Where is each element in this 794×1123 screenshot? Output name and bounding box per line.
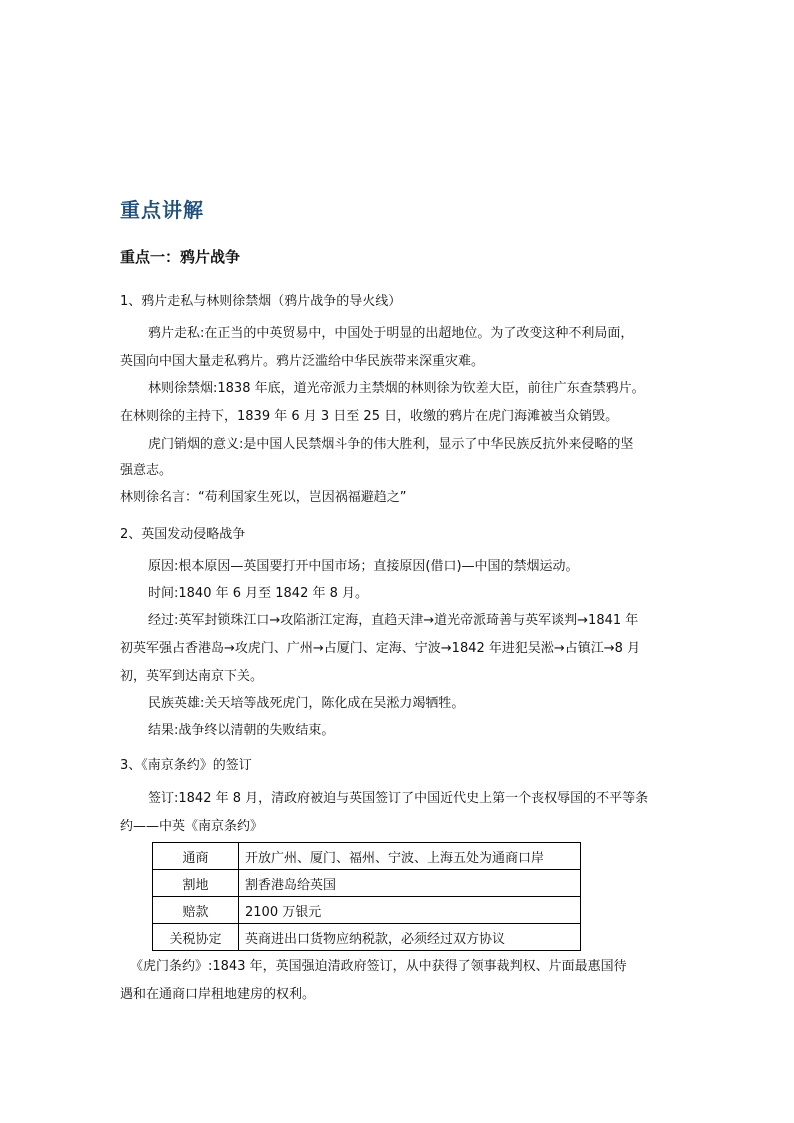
table-row	[153, 870, 581, 897]
paragraph-line: 英国向中国大量走私鸦片。鸦片泛滥给中华民族带来深重灾难。	[120, 354, 485, 369]
paragraph-line: 结果:战争终以清朝的失败结束。	[148, 723, 335, 738]
paragraph-line: 时间:1840 年 6 月至 1842 年 8 月。	[148, 586, 369, 601]
paragraph-line: 约——中英《南京条约》	[120, 819, 264, 834]
paragraph-line: 初，英军到达南京下关。	[120, 669, 264, 684]
paragraph-line: 林则徐禁烟:1838 年底，道光帝派力主禁烟的林则徐为钦差大臣，前往广东查禁鸦片。	[148, 381, 645, 396]
table-row	[153, 843, 581, 870]
section-heading: 重点一：鸦片战争	[120, 248, 241, 266]
table-cell-value: 割香港岛给英国	[239, 870, 581, 897]
paragraph-line: 遇和在通商口岸租地建房的权利。	[120, 987, 316, 1002]
paragraph-line: 民族英雄:关天培等战死虎门，陈化成在吴淞力竭牺牲。	[148, 696, 465, 711]
table-row	[153, 924, 581, 951]
table-cell-value: 开放广州、厦门、福州、宁波、上海五处为通商口岸	[239, 843, 581, 870]
quote-line: 林则徐名言：“苟利国家生死以，岂因祸福避趋之”	[120, 490, 407, 505]
paragraph-line: 经过:英军封锁珠江口→攻陷浙江定海，直趋天津→道光帝派琦善与英军谈判→1841 年	[148, 613, 639, 628]
page-title: 重点讲解	[120, 198, 204, 222]
treaty-table	[152, 842, 581, 951]
section-2-title: 2、英国发动侵略战争	[120, 527, 246, 542]
section-3-title: 3、《南京条约》的签订	[120, 758, 252, 773]
paragraph-line: 原因:根本原因—英国要打开中国市场；直接原因(借口)—中国的禁烟运动。	[148, 559, 579, 574]
table-cell-value: 英商进出口货物应纳税款，必须经过双方协议	[239, 924, 581, 951]
paragraph-line: 在林则徐的主持下，1839 年 6 月 3 日至 25 日，收缴的鸦片在虎门海滩被当众销毁。	[120, 409, 619, 424]
paragraph-line: 初英军强占香港岛→攻虎门、广州→占厦门、定海、宁波→1842 年进犯吴淞→占镇江→8 月	[120, 641, 641, 656]
paragraph-line: 虎门销烟的意义:是中国人民禁烟斗争的伟大胜利，显示了中华民族反抗外来侵略的坚	[148, 437, 634, 452]
paragraph-line: 签订:1842 年 8 月，清政府被迫与英国签订了中国近代史上第一个丧权辱国的不平等条	[148, 791, 649, 806]
table-row	[153, 897, 581, 924]
table-cell-key: 通商	[153, 843, 239, 870]
table-cell-key: 关税协定	[153, 924, 239, 951]
table-cell-key: 割地	[153, 870, 239, 897]
paragraph-line: 强意志。	[120, 463, 173, 478]
table-cell-value: 2100 万银元	[239, 897, 581, 924]
paragraph-line: 鸦片走私:在正当的中英贸易中，中国处于明显的出超地位。为了改变这种不利局面，	[148, 326, 634, 341]
paragraph-line: 《虎门条约》:1843 年，英国强迫清政府签订，从中获得了领事裁判权、片面最惠国待	[130, 959, 627, 974]
section-1-title: 1、鸦片走私与林则徐禁烟（鸦片战争的导火线）	[120, 294, 402, 309]
table-cell-key: 赔款	[153, 897, 239, 924]
